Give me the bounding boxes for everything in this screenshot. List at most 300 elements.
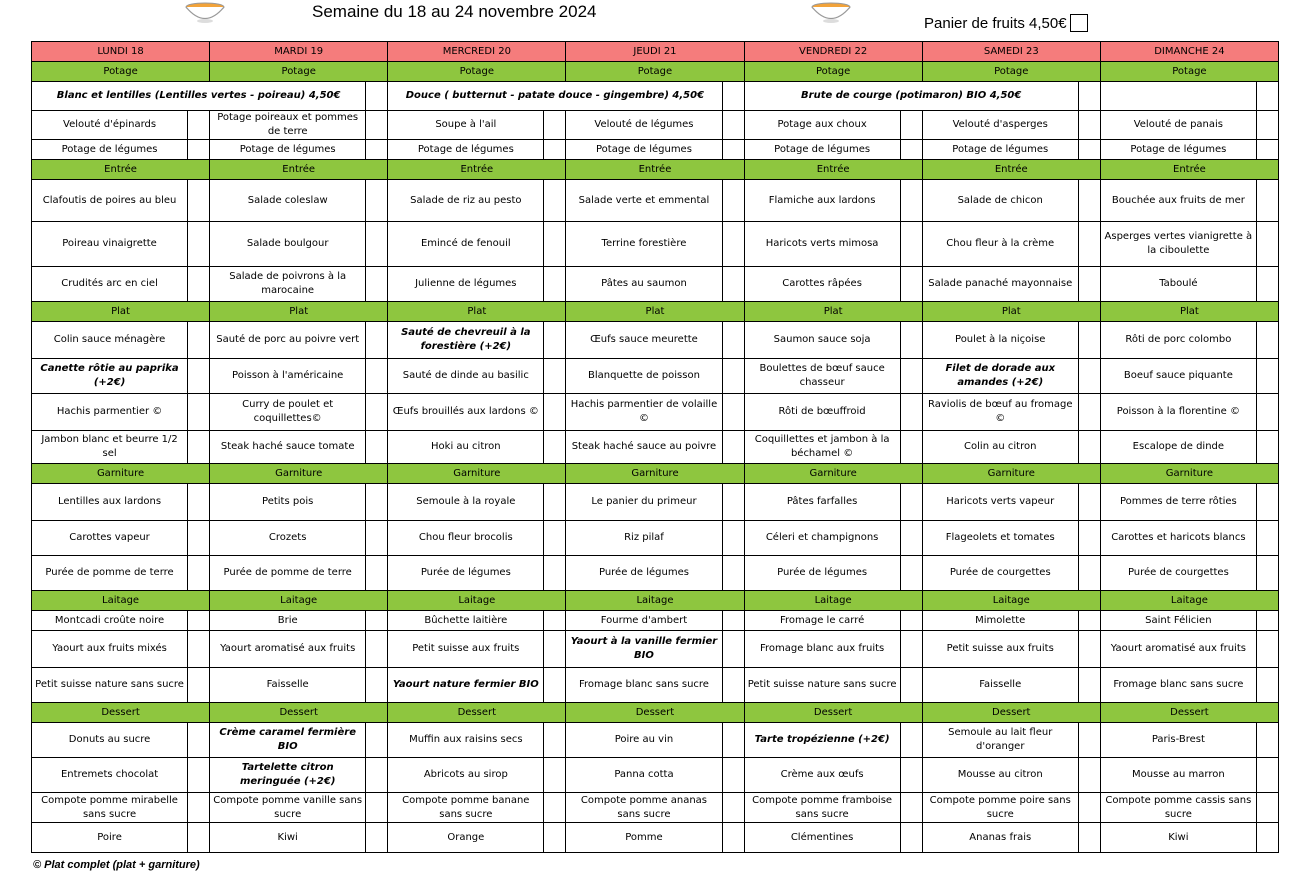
menu-item: Sauté de dinde au basilic [388,359,544,394]
order-checkbox[interactable] [188,267,210,302]
order-checkbox[interactable] [188,758,210,793]
order-checkbox[interactable] [1078,556,1100,591]
menu-item: Petit suisse aux fruits [388,631,544,668]
footnote: © Plat complet (plat + garniture) [33,859,200,871]
order-checkbox[interactable] [900,793,922,823]
category-cell: Potage [566,62,744,82]
menu-item: Yaourt à la vanille fermier BIO [566,631,722,668]
menu-item: Poire [32,823,188,853]
order-checkbox[interactable] [900,758,922,793]
order-checkbox[interactable] [366,82,388,111]
order-checkbox[interactable] [1256,631,1278,668]
category-cell: Garniture [922,464,1100,484]
order-checkbox[interactable] [1078,431,1100,464]
menu-item: Poisson à l'américaine [210,359,366,394]
day-header: VENDREDI 22 [744,42,922,62]
order-checkbox[interactable] [188,140,210,160]
order-checkbox[interactable] [722,140,744,160]
category-cell: Plat [922,302,1100,322]
day-header: MERCREDI 20 [388,42,566,62]
category-row [32,591,1279,611]
menu-item: Compote pomme banane sans sucre [388,793,544,823]
menu-item: Compote pomme framboise sans sucre [744,793,900,823]
menu-item: Velouté d'asperges [922,111,1078,140]
menu-item: Boeuf sauce piquante [1100,359,1256,394]
menu-item: Curry de poulet et coquillettes© [210,394,366,431]
menu-item: Yaourt aux fruits mixés [32,631,188,668]
order-checkbox[interactable] [900,322,922,359]
order-checkbox[interactable] [722,723,744,758]
order-checkbox[interactable] [366,611,388,631]
order-checkbox[interactable] [1078,823,1100,853]
menu-item: Sauté de chevreuil à la forestière (+2€) [388,322,544,359]
menu-row [32,394,1279,431]
day-header: MARDI 19 [210,42,388,62]
category-cell: Potage [210,62,388,82]
order-checkbox[interactable] [722,823,744,853]
order-checkbox[interactable] [900,823,922,853]
order-checkbox[interactable] [544,322,566,359]
order-checkbox[interactable] [722,222,744,267]
category-cell: Dessert [388,703,566,723]
order-checkbox[interactable] [1256,484,1278,521]
category-cell: Potage [1100,62,1278,82]
soup-special: Douce ( butternut - patate douce - gingembre) 4,50€ [388,82,722,111]
category-row [32,464,1279,484]
menu-item: Brie [210,611,366,631]
menu-item: Potage de légumes [32,140,188,160]
category-cell: Laitage [922,591,1100,611]
order-checkbox[interactable] [1256,823,1278,853]
order-checkbox[interactable] [188,111,210,140]
menu-item: Terrine forestière [566,222,722,267]
order-checkbox[interactable] [722,793,744,823]
order-checkbox[interactable] [544,723,566,758]
menu-item: Fromage blanc aux fruits [744,631,900,668]
order-checkbox[interactable] [188,521,210,556]
menu-item: Emincé de fenouil [388,222,544,267]
category-cell: Garniture [1100,464,1278,484]
order-checkbox[interactable] [1256,111,1278,140]
menu-item: Purée de légumes [566,556,722,591]
day-header: LUNDI 18 [32,42,210,62]
menu-item: Salade de riz au pesto [388,180,544,222]
order-checkbox[interactable] [366,267,388,302]
soup-special: Blanc et lentilles (Lentilles vertes - poireau) 4,50€ [32,82,366,111]
category-cell: Laitage [388,591,566,611]
category-cell: Dessert [922,703,1100,723]
order-checkbox[interactable] [1078,359,1100,394]
category-row [32,302,1279,322]
menu-item: Hachis parmentier © [32,394,188,431]
order-checkbox[interactable] [366,793,388,823]
menu-row [32,431,1279,464]
order-checkbox[interactable] [188,394,210,431]
category-cell: Entrée [566,160,744,180]
soup-special: Brute de courge (potimaron) BIO 4,50€ [744,82,1078,111]
order-checkbox[interactable] [188,823,210,853]
menu-item: Poulet à la niçoise [922,322,1078,359]
category-cell: Potage [32,62,210,82]
order-checkbox[interactable] [1078,758,1100,793]
menu-row [32,322,1279,359]
menu-item: Sauté de porc au poivre vert [210,322,366,359]
order-checkbox[interactable] [366,222,388,267]
day-header: DIMANCHE 24 [1100,42,1278,62]
menu-item: Carottes râpées [744,267,900,302]
category-row [32,62,1279,82]
menu-item: Julienne de légumes [388,267,544,302]
category-row [32,703,1279,723]
fruit-basket-label: Panier de fruits 4,50€ [924,14,1067,32]
order-checkbox[interactable] [544,611,566,631]
fruit-basket-option [924,14,1088,32]
category-cell: Plat [1100,302,1278,322]
order-checkbox[interactable] [188,611,210,631]
order-checkbox[interactable] [900,267,922,302]
menu-row [32,484,1279,521]
order-checkbox[interactable] [1078,521,1100,556]
menu-item: Mousse au marron [1100,758,1256,793]
category-cell: Plat [388,302,566,322]
menu-row [32,631,1279,668]
menu-item: Petit suisse nature sans sucre [744,668,900,703]
order-checkbox[interactable] [544,267,566,302]
order-checkbox[interactable] [900,723,922,758]
order-checkbox[interactable] [900,611,922,631]
order-checkbox[interactable] [722,631,744,668]
day-header: SAMEDI 23 [922,42,1100,62]
order-checkbox[interactable] [1256,267,1278,302]
order-checkbox[interactable] [1256,322,1278,359]
order-checkbox[interactable] [1078,322,1100,359]
order-checkbox[interactable] [900,484,922,521]
order-checkbox[interactable] [544,111,566,140]
menu-item: Compote pomme cassis sans sucre [1100,793,1256,823]
menu-row [32,823,1279,853]
menu-item: Mousse au citron [922,758,1078,793]
order-checkbox[interactable] [544,180,566,222]
menu-row [32,222,1279,267]
order-checkbox[interactable] [722,668,744,703]
menu-row [32,359,1279,394]
order-checkbox[interactable] [366,180,388,222]
menu-item: Montcadi croûte noire [32,611,188,631]
order-checkbox[interactable] [722,484,744,521]
menu-item: Tarte tropézienne (+2€) [744,723,900,758]
order-checkbox[interactable] [366,521,388,556]
order-checkbox[interactable] [1078,394,1100,431]
order-checkbox[interactable] [366,140,388,160]
menu-item: Canette rôtie au paprika (+2€) [32,359,188,394]
order-checkbox[interactable] [544,431,566,464]
menu-row [32,180,1279,222]
order-checkbox[interactable] [722,359,744,394]
order-checkbox[interactable] [1256,723,1278,758]
order-checkbox[interactable] [544,631,566,668]
fruit-basket-checkbox[interactable] [1070,14,1088,32]
order-checkbox[interactable] [188,359,210,394]
category-cell: Entrée [388,160,566,180]
menu-item: Le panier du primeur [566,484,722,521]
menu-item: Pommes de terre rôties [1100,484,1256,521]
order-checkbox[interactable] [1078,631,1100,668]
order-checkbox[interactable] [1078,723,1100,758]
menu-item: Hoki au citron [388,431,544,464]
menu-item: Œufs sauce meurette [566,322,722,359]
order-checkbox[interactable] [1256,793,1278,823]
order-checkbox[interactable] [188,631,210,668]
order-checkbox[interactable] [1256,521,1278,556]
category-cell: Entrée [744,160,922,180]
menu-row [32,793,1279,823]
order-checkbox[interactable] [366,394,388,431]
day-header-row [32,42,1279,62]
category-cell: Laitage [32,591,210,611]
category-cell: Dessert [566,703,744,723]
menu-item: Rôti de porc colombo [1100,322,1256,359]
menu-item: Poisson à la florentine © [1100,394,1256,431]
menu-item: Chou fleur brocolis [388,521,544,556]
order-checkbox[interactable] [1256,140,1278,160]
order-checkbox[interactable] [366,723,388,758]
menu-item: Carottes vapeur [32,521,188,556]
menu-item: Fourme d'ambert [566,611,722,631]
order-checkbox[interactable] [366,359,388,394]
menu-item: Faisselle [210,668,366,703]
menu-item: Purée de légumes [388,556,544,591]
order-checkbox[interactable] [722,82,744,111]
category-cell: Plat [210,302,388,322]
order-checkbox[interactable] [366,322,388,359]
menu-item: Poireau vinaigrette [32,222,188,267]
menu-item: Compote pomme mirabelle sans sucre [32,793,188,823]
order-checkbox[interactable] [544,823,566,853]
category-cell: Potage [744,62,922,82]
menu-item: Raviolis de bœuf au fromage © [922,394,1078,431]
order-checkbox[interactable] [1078,180,1100,222]
order-checkbox[interactable] [722,431,744,464]
menu-item: Velouté de panais [1100,111,1256,140]
menu-item: Purée de pomme de terre [210,556,366,591]
category-cell: Potage [388,62,566,82]
order-checkbox[interactable] [188,556,210,591]
order-checkbox[interactable] [1256,180,1278,222]
order-checkbox[interactable] [366,484,388,521]
order-checkbox[interactable] [1078,140,1100,160]
order-checkbox[interactable] [544,140,566,160]
order-checkbox[interactable] [1256,222,1278,267]
menu-item: Carottes et haricots blancs [1100,521,1256,556]
menu-item: Kiwi [1100,823,1256,853]
order-checkbox[interactable] [188,431,210,464]
category-cell: Garniture [744,464,922,484]
menu-item: Salade boulgour [210,222,366,267]
menu-item: Petit suisse aux fruits [922,631,1078,668]
order-checkbox[interactable] [544,484,566,521]
order-checkbox[interactable] [188,723,210,758]
menu-item: Colin au citron [922,431,1078,464]
order-checkbox[interactable] [366,668,388,703]
menu-item: Purée de courgettes [922,556,1078,591]
menu-item: Compote pomme ananas sans sucre [566,793,722,823]
order-checkbox[interactable] [366,758,388,793]
order-checkbox[interactable] [900,556,922,591]
menu-item: Pâtes farfalles [744,484,900,521]
order-checkbox[interactable] [188,668,210,703]
order-checkbox[interactable] [722,111,744,140]
order-checkbox[interactable] [900,222,922,267]
order-checkbox[interactable] [188,222,210,267]
menu-item: Haricots verts vapeur [922,484,1078,521]
menu-item: Jambon blanc et beurre 1/2 sel [32,431,188,464]
category-cell: Dessert [744,703,922,723]
menu-item: Lentilles aux lardons [32,484,188,521]
menu-item: Saint Félicien [1100,611,1256,631]
order-checkbox[interactable] [1078,111,1100,140]
order-checkbox[interactable] [900,111,922,140]
order-checkbox[interactable] [722,556,744,591]
menu-item: Potage de légumes [922,140,1078,160]
menu-item: Steak haché sauce au poivre [566,431,722,464]
menu-item: Potage de légumes [388,140,544,160]
order-checkbox[interactable] [900,359,922,394]
menu-item: Tartelette citron meringuée (+2€) [210,758,366,793]
menu-item: Potage de légumes [566,140,722,160]
menu-item: Pâtes au saumon [566,267,722,302]
menu-item: Haricots verts mimosa [744,222,900,267]
order-checkbox[interactable] [1078,82,1100,111]
order-checkbox[interactable] [1256,431,1278,464]
order-checkbox[interactable] [1078,611,1100,631]
order-checkbox[interactable] [1078,484,1100,521]
menu-item: Donuts au sucre [32,723,188,758]
menu-item: Filet de dorade aux amandes (+2€) [922,359,1078,394]
menu-item: Colin sauce ménagère [32,322,188,359]
category-cell: Garniture [388,464,566,484]
menu-row [32,521,1279,556]
order-checkbox[interactable] [900,521,922,556]
order-checkbox[interactable] [1256,611,1278,631]
order-checkbox[interactable] [188,484,210,521]
order-checkbox[interactable] [366,431,388,464]
menu-item: Potage poireaux et pommes de terre [210,111,366,140]
order-checkbox[interactable] [1256,359,1278,394]
order-checkbox[interactable] [544,521,566,556]
weekly-menu-table [31,41,1279,853]
order-checkbox[interactable] [1256,758,1278,793]
menu-item: Pomme [566,823,722,853]
order-checkbox[interactable] [722,267,744,302]
order-checkbox[interactable] [722,521,744,556]
menu-item: Salade de poivrons à la marocaine [210,267,366,302]
menu-item: Mimolette [922,611,1078,631]
order-checkbox[interactable] [722,322,744,359]
category-cell: Entrée [922,160,1100,180]
order-checkbox[interactable] [366,823,388,853]
category-cell: Dessert [210,703,388,723]
order-checkbox[interactable] [900,431,922,464]
order-checkbox[interactable] [900,631,922,668]
order-checkbox[interactable] [544,556,566,591]
order-checkbox[interactable] [1078,668,1100,703]
category-cell: Potage [922,62,1100,82]
order-checkbox[interactable] [900,140,922,160]
order-checkbox[interactable] [1256,82,1278,111]
order-checkbox[interactable] [188,180,210,222]
menu-item: Salade panaché mayonnaise [922,267,1078,302]
order-checkbox[interactable] [900,180,922,222]
order-checkbox[interactable] [544,222,566,267]
menu-item: Flamiche aux lardons [744,180,900,222]
order-checkbox[interactable] [544,668,566,703]
order-checkbox[interactable] [1256,394,1278,431]
category-cell: Laitage [1100,591,1278,611]
menu-item: Entremets chocolat [32,758,188,793]
menu-item: Salade de chicon [922,180,1078,222]
menu-item: Salade coleslaw [210,180,366,222]
order-checkbox[interactable] [722,394,744,431]
order-checkbox[interactable] [722,611,744,631]
order-checkbox[interactable] [544,359,566,394]
menu-item: Rôti de bœuffroid [744,394,900,431]
order-checkbox[interactable] [544,394,566,431]
menu-item: Blanquette de poisson [566,359,722,394]
order-checkbox[interactable] [544,793,566,823]
menu-row [32,111,1279,140]
menu-item: Paris-Brest [1100,723,1256,758]
order-checkbox[interactable] [900,394,922,431]
order-checkbox[interactable] [722,180,744,222]
menu-item: Boulettes de bœuf sauce chasseur [744,359,900,394]
menu-item: Potage de légumes [744,140,900,160]
category-cell: Garniture [566,464,744,484]
category-cell: Garniture [32,464,210,484]
menu-item: Yaourt aromatisé aux fruits [1100,631,1256,668]
category-cell: Dessert [32,703,210,723]
menu-item: Velouté de légumes [566,111,722,140]
menu-item: Flageolets et tomates [922,521,1078,556]
menu-item: Velouté d'épinards [32,111,188,140]
menu-item: Muffin aux raisins secs [388,723,544,758]
menu-item: Orange [388,823,544,853]
menu-item: Crème aux œufs [744,758,900,793]
order-checkbox[interactable] [1256,668,1278,703]
order-checkbox[interactable] [1078,267,1100,302]
order-checkbox[interactable] [188,793,210,823]
menu-row [32,723,1279,758]
menu-row [32,611,1279,631]
day-header: JEUDI 21 [566,42,744,62]
menu-item: Fromage blanc sans sucre [1100,668,1256,703]
order-checkbox[interactable] [1078,793,1100,823]
order-checkbox[interactable] [544,758,566,793]
order-checkbox[interactable] [1078,222,1100,267]
menu-item: Fromage blanc sans sucre [566,668,722,703]
order-checkbox[interactable] [900,668,922,703]
order-checkbox[interactable] [366,111,388,140]
menu-item: Bouchée aux fruits de mer [1100,180,1256,222]
order-checkbox[interactable] [722,758,744,793]
menu-item: Ananas frais [922,823,1078,853]
menu-item: Œufs brouillés aux lardons © [388,394,544,431]
order-checkbox[interactable] [1256,556,1278,591]
order-checkbox[interactable] [188,322,210,359]
order-checkbox[interactable] [366,556,388,591]
order-checkbox[interactable] [366,631,388,668]
menu-item: Potage de légumes [1100,140,1256,160]
menu-item: Céleri et champignons [744,521,900,556]
